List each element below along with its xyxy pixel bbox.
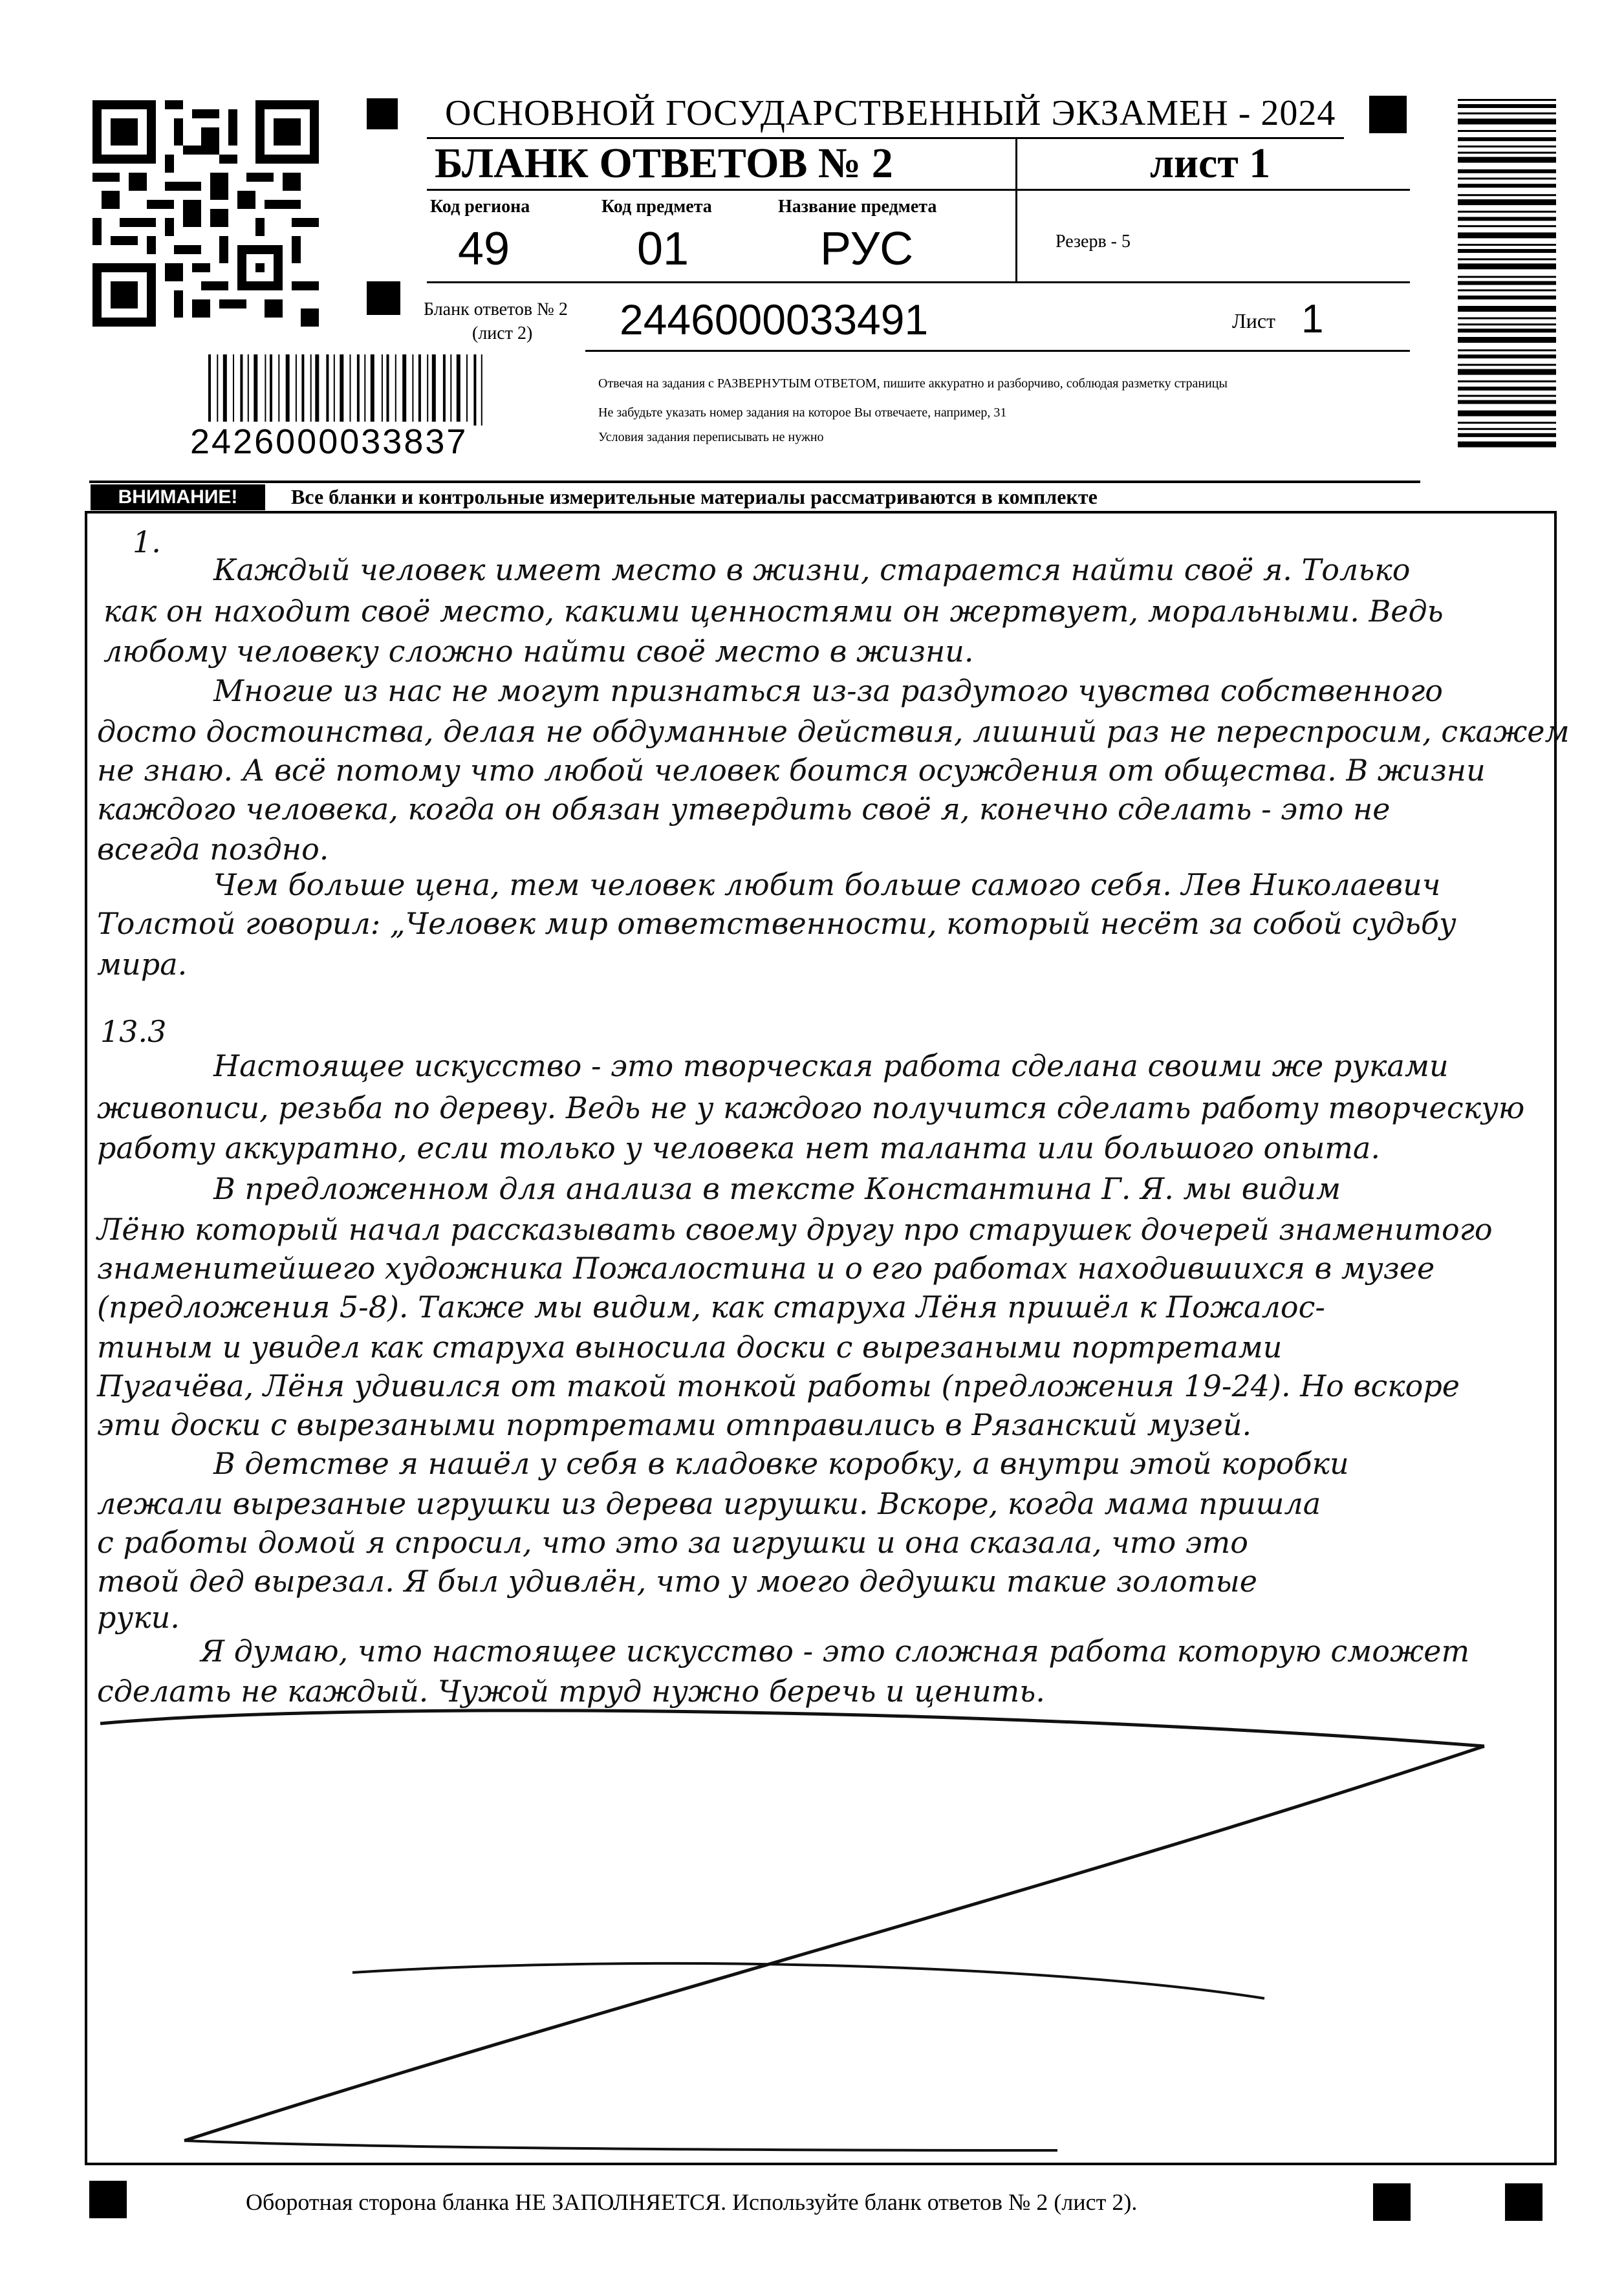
barcode-bar xyxy=(1458,199,1556,205)
barcode-bar xyxy=(1458,217,1556,221)
barcode-bar xyxy=(1458,395,1556,397)
barcode-bar xyxy=(418,354,421,426)
barcode-bar xyxy=(357,354,360,426)
registration-mark-top-right xyxy=(1369,96,1407,133)
answer-line: каждого человека, когда он обязан утвердить своё я, конечно сделать - это не xyxy=(97,792,1391,827)
answer-line: лежали вырезаные игрушки из дерева игрушки. Вскоре, когда мама пришла xyxy=(97,1486,1321,1521)
barcode-bar xyxy=(443,354,446,426)
answer-line: живописи, резьба по дереву. Ведь не у каждого получится сделать работу творческую xyxy=(97,1090,1525,1125)
answer-line: не знаю. А всё потому что любой человек боится осуждения от общества. В жизни xyxy=(97,753,1486,788)
form-ref-line2: (лист 2) xyxy=(472,323,533,343)
subject-name-label: Название предмета xyxy=(778,197,937,217)
sheet-label: лист 1 xyxy=(1150,140,1271,187)
attention-text: Все бланки и контрольные измерительные материалы рассматриваются в комплекте xyxy=(291,485,1098,508)
barcode-bar xyxy=(1458,146,1556,147)
barcode-bar xyxy=(248,354,249,426)
answer-line: с работы домой я спросил, что это за игрушки и она сказала, что это xyxy=(97,1525,1248,1560)
barcode-bar xyxy=(1458,99,1556,101)
barcode-bar xyxy=(1458,137,1556,141)
form-ref-line1: Бланк ответов № 2 xyxy=(424,299,568,319)
subject-code-value: 01 xyxy=(637,223,689,275)
barcode-bar xyxy=(1458,249,1556,253)
barcode-bar xyxy=(1458,276,1556,278)
barcode-bar xyxy=(233,354,234,426)
answer-line: знаменитейшего художника Пожалостина и о его работах находившихся в музее xyxy=(97,1251,1435,1286)
barcode-bar xyxy=(1458,318,1556,319)
subject-code-label: Код предмета xyxy=(601,197,712,217)
answer-line: 1. xyxy=(133,524,161,559)
answer-line: Я думаю, что настоящее искусство - это сложная работа которую сможет xyxy=(200,1634,1470,1669)
answer-line: Каждый человек имеет место в жизни, старается найти своё я. Только xyxy=(213,552,1411,587)
answer-line: твой дед вырезал. Я был удивлён, что у моего дедушки такие золотые xyxy=(97,1564,1257,1599)
instruction-3: Условия задания переписывать не нужно xyxy=(598,430,824,444)
answer-line: 13.3 xyxy=(100,1014,167,1049)
barcode-bar xyxy=(315,354,319,426)
registration-mark-bottom-right-1 xyxy=(1373,2183,1411,2221)
barcode-bar xyxy=(340,354,343,426)
form-number: 2446000033491 xyxy=(620,296,929,343)
answer-line: сделать не каждый. Чужой труд нужно беречь и ценить. xyxy=(97,1674,1045,1709)
barcode-bar xyxy=(334,354,335,426)
barcode-bar xyxy=(457,354,460,426)
answer-line: Многие из нас не могут признаться из-за раздутого чувства собственного xyxy=(213,673,1443,708)
attention-badge: ВНИМАНИЕ! xyxy=(91,484,265,510)
barcode-bar xyxy=(1458,244,1556,246)
barcode-bar xyxy=(301,354,304,426)
barcode-bar xyxy=(326,354,329,426)
answer-line: Толстой говорил: „Человек мир ответственности, который несёт за собой судьбу xyxy=(97,906,1456,941)
form-number-underline xyxy=(585,350,1410,352)
reserve-field: Резерв - 5 xyxy=(1056,232,1131,252)
barcode-bar xyxy=(1458,411,1556,416)
barcode-bar xyxy=(1458,323,1556,325)
barcode-bar xyxy=(217,354,218,426)
sheet-word: Лист xyxy=(1232,309,1276,332)
barcode-bar xyxy=(1458,152,1556,154)
barcode-bar xyxy=(1458,225,1556,227)
barcode-bar xyxy=(1458,169,1556,173)
answer-line: работу аккуратно, если только у человека нет таланта или большого опыта. xyxy=(97,1130,1380,1165)
barcode-bar xyxy=(240,354,243,426)
answer-line: досто достоинства, делая не обдуманные действия, лишний раз не переспросим, скажем xyxy=(97,714,1570,749)
barcode-bar xyxy=(1458,289,1556,291)
barcode-bar xyxy=(223,354,227,426)
barcode-bar xyxy=(1458,354,1556,358)
region-value: 49 xyxy=(458,223,510,275)
answer-line: эти доски с вырезаными портретами отправились в Рязанский музей. xyxy=(97,1407,1252,1442)
form-title-underline xyxy=(427,189,1410,191)
side-barcode xyxy=(1458,99,1556,474)
answer-line: руки. xyxy=(97,1600,180,1635)
barcode-bar xyxy=(1458,104,1556,108)
barcode-bar xyxy=(1458,306,1556,312)
barcode-bar xyxy=(412,354,413,426)
answer-line: Лёню который начал рассказывать своему другу про старушек дочерей знаменитого xyxy=(97,1212,1493,1247)
qr-code xyxy=(92,100,319,327)
barcode-bar xyxy=(1458,296,1556,299)
answer-line: тиным и увидел как старуха выносила доски с вырезаными портретами xyxy=(97,1330,1283,1365)
barcode-bar xyxy=(1458,369,1556,375)
answer-line: (предложения 5-8). Также мы видим, как старуха Лёня пришёл к Пожалос- xyxy=(97,1290,1325,1324)
barcode-bar xyxy=(1458,113,1556,114)
answer-line: Пугачёва, Лёня удивился от такой тонкой работы (предложения 19-24). Но вскоре xyxy=(97,1368,1460,1403)
attention-rule xyxy=(89,481,1420,483)
barcode-bar xyxy=(371,354,374,426)
barcode-bar xyxy=(1458,380,1556,382)
answer-line: мира. xyxy=(97,947,188,982)
barcode-bar xyxy=(1458,232,1556,238)
unused-area-strike xyxy=(87,1694,1555,2160)
answer-line: Чем больше цена, тем человек любит больше самого себя. Лев Николаевич xyxy=(213,867,1441,902)
answer-line: как он находит своё место, какими ценностями он жертвует, моральными. Ведь xyxy=(103,594,1444,629)
registration-mark-bottom-left xyxy=(89,2181,127,2218)
barcode-bar xyxy=(254,354,257,426)
barcode-bar xyxy=(310,354,312,426)
registration-mark-bottom-right-2 xyxy=(1505,2183,1543,2221)
barcode-bar xyxy=(1458,157,1556,163)
barcode-bar xyxy=(1458,184,1556,188)
barcode-bar xyxy=(402,354,406,426)
barcode-bar xyxy=(1458,263,1556,269)
sheet-number: 1 xyxy=(1301,297,1324,341)
barcode-bar xyxy=(1458,118,1556,124)
registration-mark-top-left xyxy=(367,98,398,129)
answer-line: любому человеку сложно найти своё место в жизни. xyxy=(103,634,974,669)
barcode-bar xyxy=(278,354,279,426)
barcode-number: 2426000033837 xyxy=(188,422,470,462)
barcode-bar xyxy=(1458,349,1556,351)
barcode-bar xyxy=(1458,194,1556,196)
barcode-bar xyxy=(387,354,389,426)
instruction-2: Не забудьте указать номер задания на которое Вы отвечаете, например, 31 xyxy=(598,405,1007,420)
barcode-bar xyxy=(296,354,297,426)
barcode-bar xyxy=(1458,211,1556,213)
header-divider xyxy=(1015,139,1017,283)
barcode-bar xyxy=(473,354,476,426)
form-title: БЛАНК ОТВЕТОВ № 2 xyxy=(435,140,893,187)
barcode-bar xyxy=(466,354,468,426)
barcode-bar xyxy=(1458,337,1556,343)
barcode-bar xyxy=(286,354,290,426)
answer-line: В детстве я нашёл у себя в кладовке коробку, а внутри этой коробки xyxy=(213,1446,1349,1481)
barcode-bar xyxy=(265,354,266,426)
barcode-bar xyxy=(1458,422,1556,424)
answer-line: всегда поздно. xyxy=(97,832,329,867)
footer-note: Оборотная сторона бланка НЕ ЗАПОЛНЯЕТСЯ. Используйте бланк ответов № 2 (лист 2). xyxy=(246,2189,1138,2215)
barcode-bar xyxy=(1458,130,1556,132)
barcode-bar xyxy=(427,354,428,426)
barcode-bar xyxy=(1458,364,1556,366)
barcode-bar xyxy=(364,354,365,426)
answer-line: Настоящее искусство - это творческая работа сделана своими же руками xyxy=(213,1048,1449,1083)
barcode-bar xyxy=(481,354,482,426)
region-label: Код региона xyxy=(430,197,530,217)
barcode-bar xyxy=(270,354,272,426)
barcode-bar xyxy=(1458,400,1556,404)
barcode-bar xyxy=(1458,329,1556,332)
codes-underline xyxy=(427,281,1410,283)
barcode-bar xyxy=(1458,178,1556,180)
barcode-bar xyxy=(432,354,436,426)
barcode-bar xyxy=(1458,442,1556,448)
barcode-bar xyxy=(1458,428,1556,430)
instruction-1: Отвечая на задания с РАЗВЕРНУТЫМ ОТВЕТОМ, пишите аккуратно и разборчиво, соблюдая разметку страницы xyxy=(598,376,1228,391)
exam-title: ОСНОВНОЙ ГОСУДАРСТВЕННЫЙ ЭКЗАМЕН - 2024 xyxy=(445,93,1336,133)
barcode-bar xyxy=(1458,387,1556,391)
registration-mark-mid-left xyxy=(367,281,400,315)
barcode-bar xyxy=(1458,433,1556,437)
barcode-bar xyxy=(1458,281,1556,285)
barcode-bar xyxy=(1458,258,1556,260)
answer-line: В предложенном для анализа в тексте Константина Г. Я. мы видим xyxy=(213,1171,1341,1206)
barcode-bar xyxy=(395,354,396,426)
barcode-bar xyxy=(382,354,383,426)
subject-name-value: РУС xyxy=(820,223,914,275)
barcode-bar xyxy=(208,354,211,426)
barcode-bar xyxy=(350,354,351,426)
barcode-bar xyxy=(450,354,451,426)
